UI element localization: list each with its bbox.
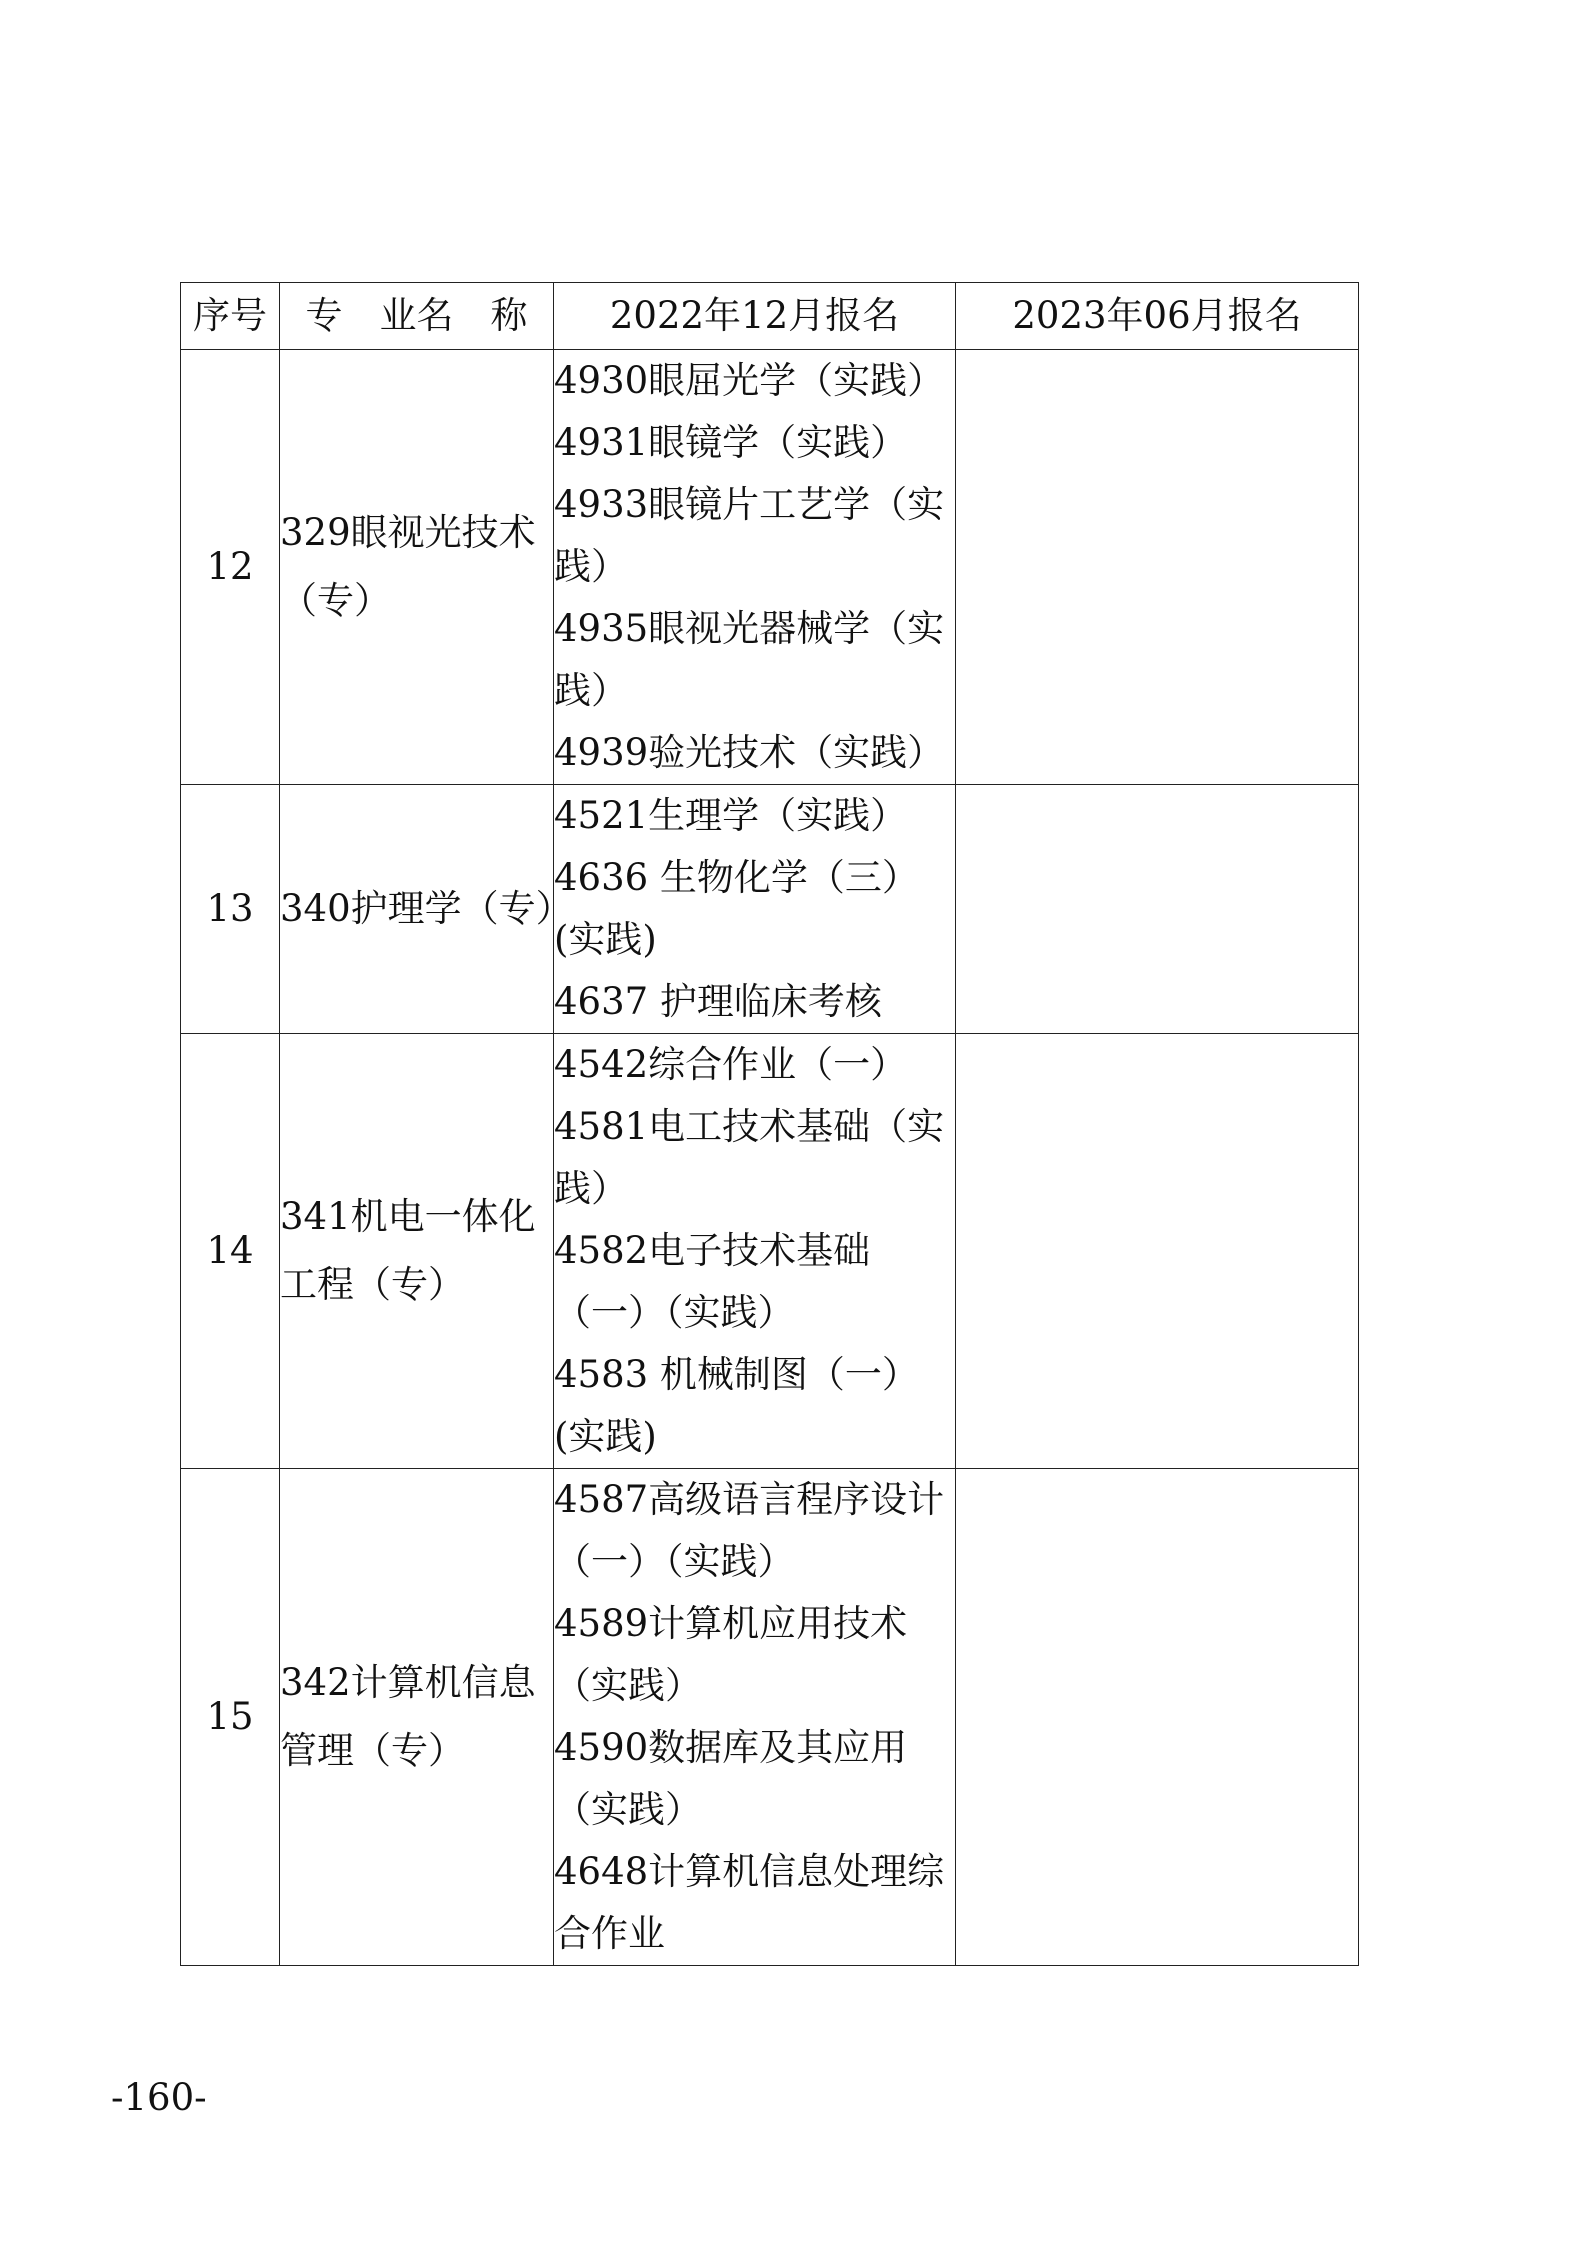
course-item: 4636 生物化学（三）(实践) xyxy=(554,856,919,961)
jun-2023-courses xyxy=(956,350,1359,785)
course-item: 4582电子技术基础（一）（实践） xyxy=(554,1229,871,1334)
dec-2022-courses xyxy=(554,1034,956,1469)
course-item: 4931眼镜学（实践） xyxy=(554,421,908,464)
major-name xyxy=(280,350,554,785)
table-row xyxy=(181,350,1359,785)
dec-2022-courses xyxy=(554,1469,956,1966)
header-jun-2023-registration: 2023年06月报名 xyxy=(956,283,1359,350)
major-name-line: 工程（专） xyxy=(280,1263,465,1306)
course-item: 4648计算机信息处理综合作业 xyxy=(554,1850,945,1955)
table-row xyxy=(181,785,1359,1034)
header-serial-number: 序号 xyxy=(181,283,280,350)
major-name xyxy=(280,1034,554,1469)
jun-2023-courses xyxy=(956,1469,1359,1966)
course-item: 4637 护理临床考核 xyxy=(554,980,882,1023)
course-item: 4521生理学（实践） xyxy=(554,794,908,837)
jun-2023-courses xyxy=(956,785,1359,1034)
course-item: 4590数据库及其应用（实践） xyxy=(554,1726,908,1831)
course-item: 4589计算机应用技术（实践） xyxy=(554,1602,908,1707)
jun-2023-courses xyxy=(956,1034,1359,1469)
course-item: 4935眼视光器械学（实践） xyxy=(554,607,945,712)
header-major-name: 专 业名 称 xyxy=(280,283,554,350)
table-row xyxy=(181,1034,1359,1469)
course-item: 4587高级语言程序设计（一）（实践） xyxy=(554,1478,945,1583)
enrollment-table xyxy=(180,282,1359,1966)
major-name-line: 341机电一体化 xyxy=(280,1195,536,1238)
course-item: 4542综合作业（一） xyxy=(554,1043,908,1086)
major-name-line: 329眼视光技术 xyxy=(280,511,536,554)
dec-2022-courses xyxy=(554,350,956,785)
table-row xyxy=(181,1469,1359,1966)
page-number: -160- xyxy=(111,2076,207,2119)
serial-number: 15 xyxy=(181,1469,280,1966)
major-name-line: 340护理学（专） xyxy=(280,887,573,930)
serial-number: 12 xyxy=(181,350,280,785)
header-dec-2022-registration: 2022年12月报名 xyxy=(554,283,956,350)
course-item: 4581电工技术基础（实践） xyxy=(554,1105,945,1210)
major-name xyxy=(280,1469,554,1966)
table-header-row xyxy=(181,283,1359,350)
course-item: 4583 机械制图（一）(实践) xyxy=(554,1353,919,1458)
course-item: 4939验光技术（实践） xyxy=(554,731,945,774)
major-name-line: 342计算机信息 xyxy=(280,1661,536,1704)
major-name xyxy=(280,785,573,1034)
serial-number: 13 xyxy=(181,785,280,1034)
major-name-line: （专） xyxy=(280,579,391,622)
dec-2022-courses xyxy=(554,785,956,1034)
major-name-line: 管理（专） xyxy=(280,1729,465,1772)
course-item: 4930眼屈光学（实践） xyxy=(554,359,945,402)
serial-number: 14 xyxy=(181,1034,280,1469)
course-item: 4933眼镜片工艺学（实践） xyxy=(554,483,945,588)
